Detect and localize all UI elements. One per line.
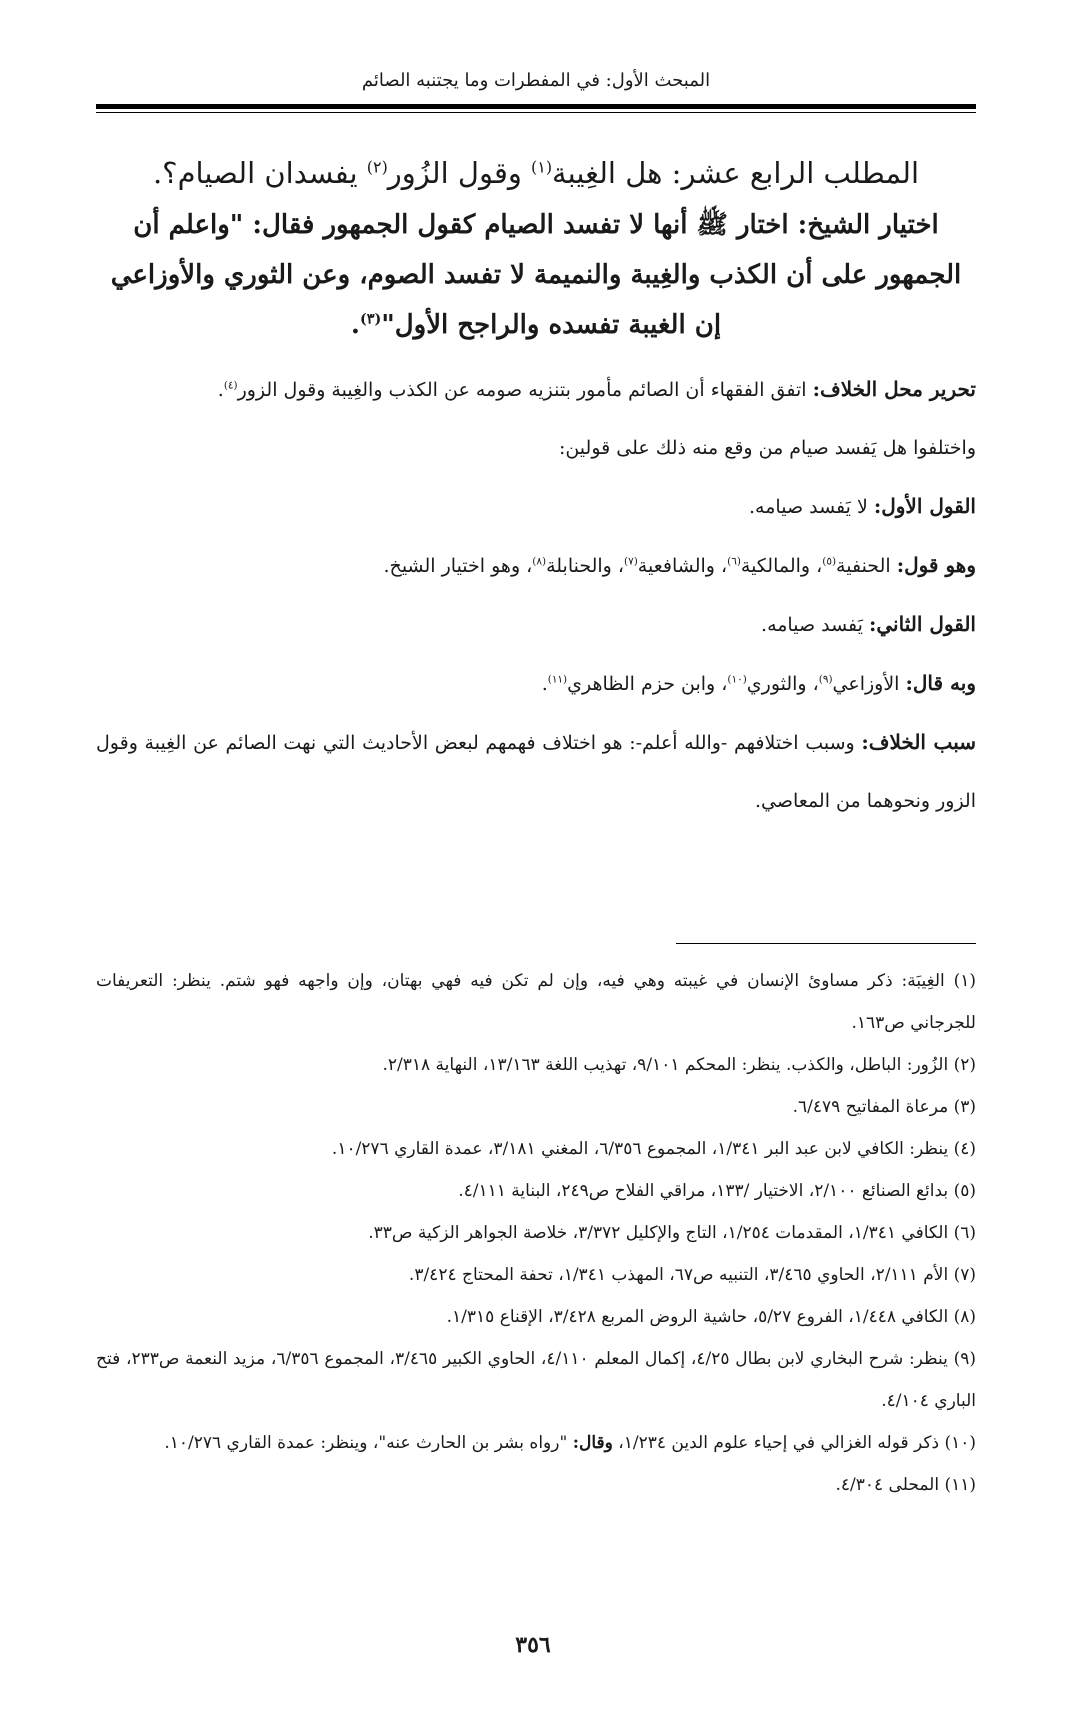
header-rule-thick: [96, 104, 976, 109]
footnote-ref[interactable]: (٨): [532, 555, 547, 568]
footnote-ref[interactable]: (١٠): [727, 673, 747, 686]
footnote-ref[interactable]: (١): [531, 157, 553, 177]
page-number: ٣٥٦: [515, 1632, 551, 1658]
footnote-ref[interactable]: (١١): [547, 673, 568, 686]
footnote-ref[interactable]: (٧): [624, 555, 638, 568]
reason-paragraph: سبب الخلاف: وسبب اختلافهم -والله أعلم-: هو اختلاف فهمهم لبعض الأحاديث التي نهت الصائم عن الغِيبة وقول الزور ونحوهما من المعاصي.: [96, 730, 976, 812]
footnote: (٥) بدائع الصنائع ٢/١٠٠، الاختيار /١٣٣، مراقي الفلاح ص٢٤٩، البناية ٤/١١١.: [458, 1181, 976, 1201]
footnote: (٦) الكافي ١/٣٤١، المقدمات ١/٢٥٤، التاج والإكليل ٣/٣٧٢، خلاصة الجواهر الزكية ص٣٣.: [368, 1223, 976, 1243]
footnote-ref[interactable]: (٢): [366, 157, 388, 177]
footnote-ref[interactable]: (٥): [822, 555, 837, 568]
footnote: (١١) المحلى ٤/٣٠٤.: [835, 1475, 976, 1495]
footnotes: [96, 960, 976, 1506]
footnote: (١٠) ذكر قوله الغزالي في إحياء علوم الدين ١/٢٣٤، وقال: "رواه بشر بن الحارث عنه"، وينظر: عمدة القاري ١٠/٢٧٦.: [164, 1433, 976, 1453]
header-rule-thin: [96, 112, 976, 113]
dispute-paragraph: تحرير محل الخلاف: اتفق الفقهاء أن الصائم مأمور بتنزيه صومه عن الكذب والغِيبة وقول الزور$^{(٤)}$.: [217, 377, 976, 401]
footnote-ref[interactable]: (٩): [818, 673, 833, 686]
footnote: (٢) الزُور: الباطل، والكذب. ينظر: المحكم ٩/١٠١، تهذيب اللغة ١٣/١٦٣، النهاية ٢/٣١٨.: [382, 1055, 976, 1075]
difference-paragraph: واختلفوا هل يَفسد صيام من وقع منه ذلك على قولين:: [558, 437, 976, 459]
footnote: (٣) مرعاة المفاتيح ٦/٤٧٩.: [792, 1097, 976, 1117]
footnote-ref[interactable]: (٣): [359, 311, 382, 328]
paragraph-label: القول الثاني:: [869, 612, 976, 636]
first-opinion-holders: وهو قول: الحنفية$^{(٥)}$، والمالكية$^{(٦)}$، والشافعية$^{(٧)}$، والحنابلة$^{(٨)}$، وهو اختيار الشيخ.: [383, 553, 976, 577]
footnote: (٩) ينظر: شرح البخاري لابن بطال ٤/٢٥، إكمال المعلم ٤/١١٠، الحاوي الكبير ٣/٤٦٥، المجموع ٦/٣٥٦، مزيد النعمة ص٢٣٣، فتح الباري ٤/١٠٤.: [96, 1349, 976, 1411]
footnote: (٧) الأم ٢/١١١، الحاوي ٣/٤٦٥، التنبيه ص٦٧، المهذب ١/٣٤١، تحفة المحتاج ٣/٤٢٤.: [408, 1265, 976, 1285]
footnote-separator: [676, 943, 976, 944]
first-opinion: القول الأول: لا يَفسد صيامه.: [749, 494, 976, 518]
footnote: (١) الغِيبَة: ذكر مساوئ الإنسان في غيبته وهي فيه، وإن لم تكن فيه فهي بهتان، وإن واجهه فهو شتم. ينظر: التعريفات للجرجاني ص١٦٣.: [96, 971, 976, 1033]
footnote: (٤) ينظر: الكافي لابن عبد البر ١/٣٤١، المجموع ٦/٣٥٦، المغني ٣/١٨١، عمدة القاري ١٠/٢٧٦.: [331, 1139, 976, 1159]
paragraph-label: وهو قول:: [896, 553, 976, 577]
running-head: المبحث الأول: في المفطرات وما يجتنبه الصائم: [361, 70, 711, 91]
paragraph-label: وبه قال:: [905, 671, 976, 695]
footnote-ref[interactable]: (٤): [223, 379, 238, 392]
sheikh-choice-paragraph: اختيار الشيخ: اختار ﷺ أنها لا تفسد الصيام كقول الجمهور فقال: "واعلم أن الجمهور على أن الكذب والغِيبة والنميمة لا تفسد الصوم، وعن الثوري والأوزاعي إن الغيبة تفسده والراجح الأول"$^{(٣)}$.: [110, 210, 962, 340]
main-text: [96, 150, 976, 830]
second-opinion-holders: وبه قال: الأوزاعي$^{(٩)}$، والثوري$^{(١٠)}$، وابن حزم الظاهري$^{(١١)}$.: [541, 671, 976, 695]
footnote: (٨) الكافي ١/٤٤٨، الفروع ٥/٢٧، حاشية الروض المربع ٣/٤٢٨، الإقناع ١/٣١٥.: [446, 1307, 976, 1327]
footnote-ref[interactable]: (٦): [727, 555, 741, 568]
second-opinion: القول الثاني: يَفسد صيامه.: [761, 612, 976, 636]
paragraph-label: القول الأول:: [873, 494, 976, 518]
paragraph-label: سبب الخلاف:: [861, 730, 976, 754]
section-title: المطلب الرابع عشر: هل الغِيبة$^{(١)}$ وقول الزُور$^{(٢)}$ يفسدان الصيام؟.: [152, 156, 920, 190]
paragraph-label: تحرير محل الخلاف:: [812, 377, 976, 401]
